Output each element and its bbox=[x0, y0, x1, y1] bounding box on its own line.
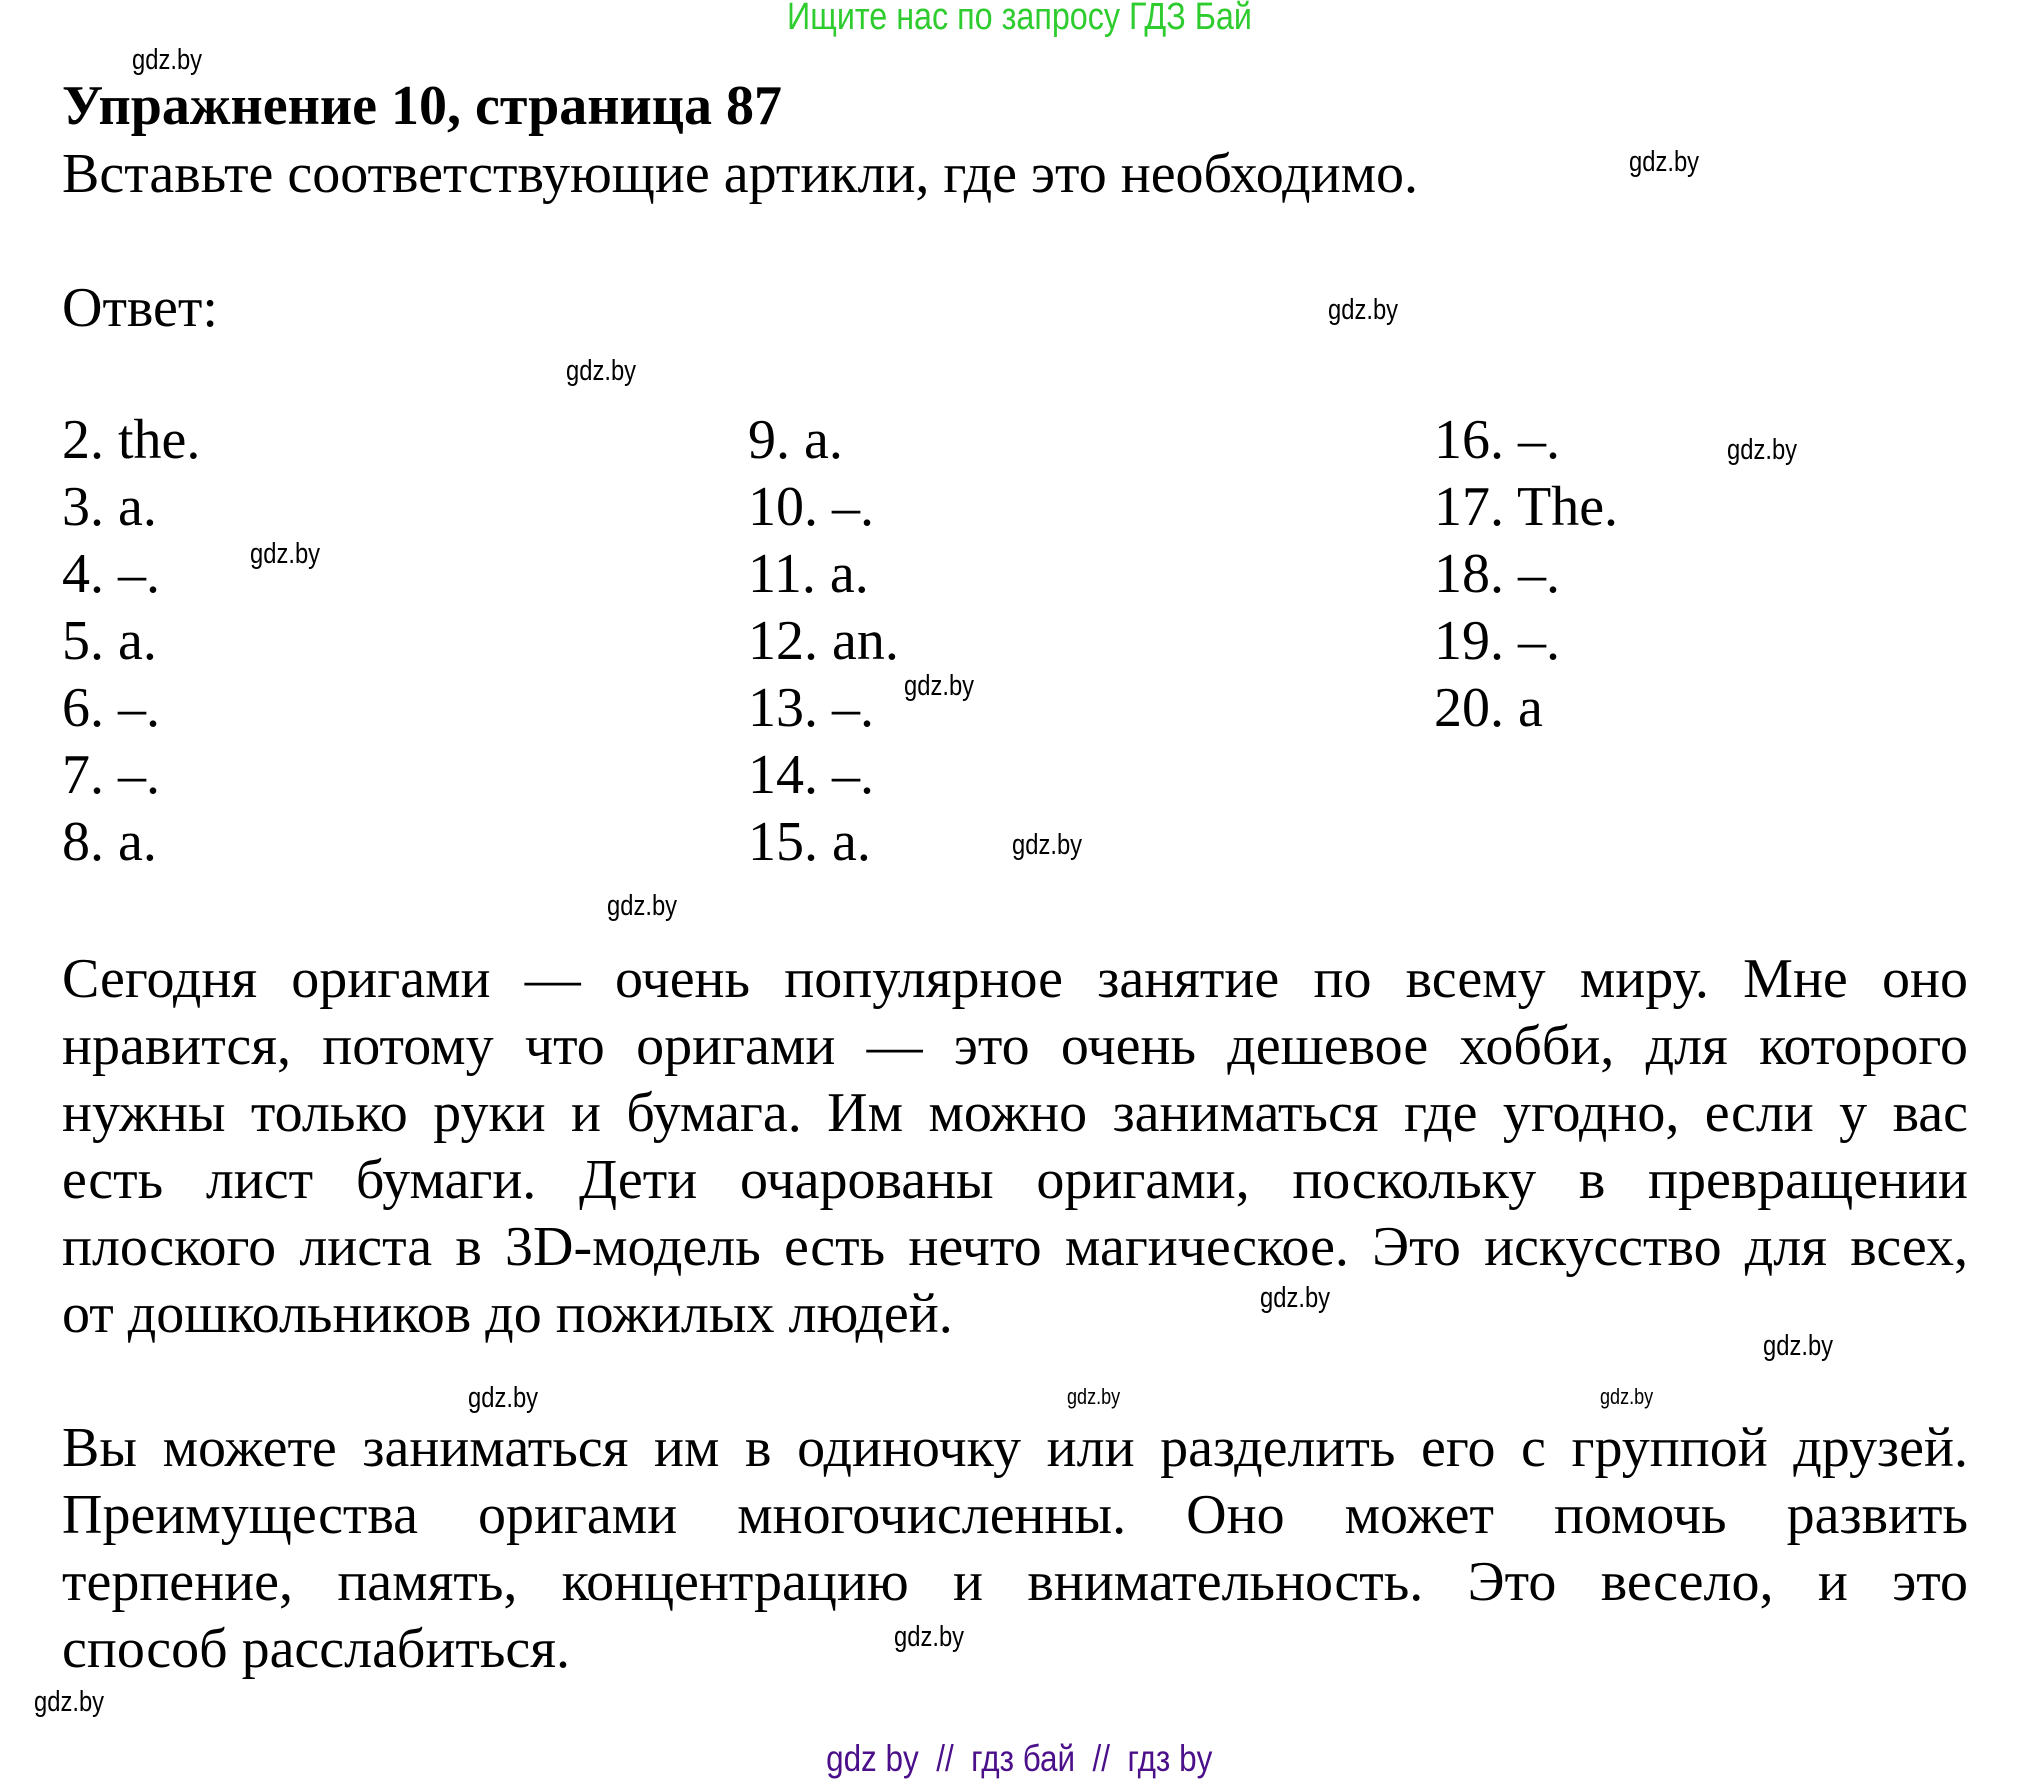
answer-item: 20. a bbox=[1434, 677, 1543, 739]
answer-item: 13. –. bbox=[748, 677, 874, 739]
answer-item: 10. –. bbox=[748, 476, 874, 538]
answer-item: 18. –. bbox=[1434, 543, 1560, 605]
watermark: gdz.by bbox=[1067, 1384, 1121, 1409]
paragraph-line: плоского листа в 3D-модель есть нечто магическое. Это искусство для всех, bbox=[62, 1216, 1968, 1278]
answer-item: 14. –. bbox=[748, 744, 874, 806]
answer-label: Ответ: bbox=[62, 277, 218, 339]
answer-item: 3. a. bbox=[62, 476, 157, 538]
paragraph-line: Сегодня оригами — очень популярное занятие по всему миру. Мне оно bbox=[62, 948, 1968, 1010]
search-banner bbox=[0, 0, 2038, 39]
watermark: gdz.by bbox=[132, 44, 203, 76]
watermark: gdz.by bbox=[250, 538, 321, 570]
banner-text: Ищите нас по запросу ГДЗ Бай bbox=[786, 0, 1252, 38]
watermark: gdz.by bbox=[1727, 434, 1798, 466]
answer-item: 19. –. bbox=[1434, 610, 1560, 672]
answer-item: 15. a. bbox=[748, 811, 871, 873]
footer-links bbox=[0, 1738, 2038, 1780]
answer-item: 6. –. bbox=[62, 677, 160, 739]
watermark: gdz.by bbox=[894, 1621, 965, 1653]
answer-item: 5. a. bbox=[62, 610, 157, 672]
watermark: gdz.by bbox=[1260, 1282, 1331, 1314]
watermark: gdz.by bbox=[1600, 1384, 1654, 1409]
watermark: gdz.by bbox=[904, 670, 975, 702]
paragraph-line: Преимущества оригами многочисленны. Оно может помочь развить bbox=[62, 1484, 1968, 1546]
watermark: gdz.by bbox=[1629, 146, 1700, 178]
answer-item: 9. a. bbox=[748, 409, 843, 471]
watermark: gdz.by bbox=[566, 355, 637, 387]
paragraph-line: от дошкольников до пожилых людей. bbox=[62, 1283, 953, 1345]
watermark: gdz.by bbox=[1328, 294, 1399, 326]
answer-item: 7. –. bbox=[62, 744, 160, 806]
paragraph-line: Вы можете заниматься им в одиночку или разделить его с группой друзей. bbox=[62, 1417, 1968, 1479]
answer-item: 8. a. bbox=[62, 811, 157, 873]
answer-item: 16. –. bbox=[1434, 409, 1560, 471]
watermark: gdz.by bbox=[468, 1382, 539, 1414]
answer-item: 4. –. bbox=[62, 543, 160, 605]
watermark: gdz.by bbox=[1012, 829, 1083, 861]
paragraph-line: способ расслабиться. bbox=[62, 1618, 571, 1680]
paragraph-line: есть лист бумаги. Дети очарованы оригами, поскольку в превращении bbox=[62, 1149, 1968, 1211]
answer-item: 11. a. bbox=[748, 543, 869, 605]
paragraph-line: нужны только руки и бумага. Им можно заниматься где угодно, если у вас bbox=[62, 1082, 1968, 1144]
watermark: gdz.by bbox=[607, 890, 678, 922]
answer-item: 12. an. bbox=[748, 610, 899, 672]
watermark: gdz.by bbox=[34, 1686, 105, 1718]
instruction: Вставьте соответствующие артикли, где это необходимо. bbox=[62, 143, 1419, 205]
watermark: gdz.by bbox=[1763, 1330, 1834, 1362]
page-title: Упражнение 10, страница 87 bbox=[62, 75, 783, 137]
answer-item: 17. The. bbox=[1434, 476, 1619, 538]
paragraph-line: нравится, потому что оригами — это очень дешевое хобби, для которого bbox=[62, 1015, 1968, 1077]
answer-item: 2. the. bbox=[62, 409, 201, 471]
footer-text: gdz by // гдз бай // гдз by bbox=[825, 1738, 1213, 1779]
paragraph-line: терпение, память, концентрацию и внимательность. Это весело, и это bbox=[62, 1551, 1968, 1613]
